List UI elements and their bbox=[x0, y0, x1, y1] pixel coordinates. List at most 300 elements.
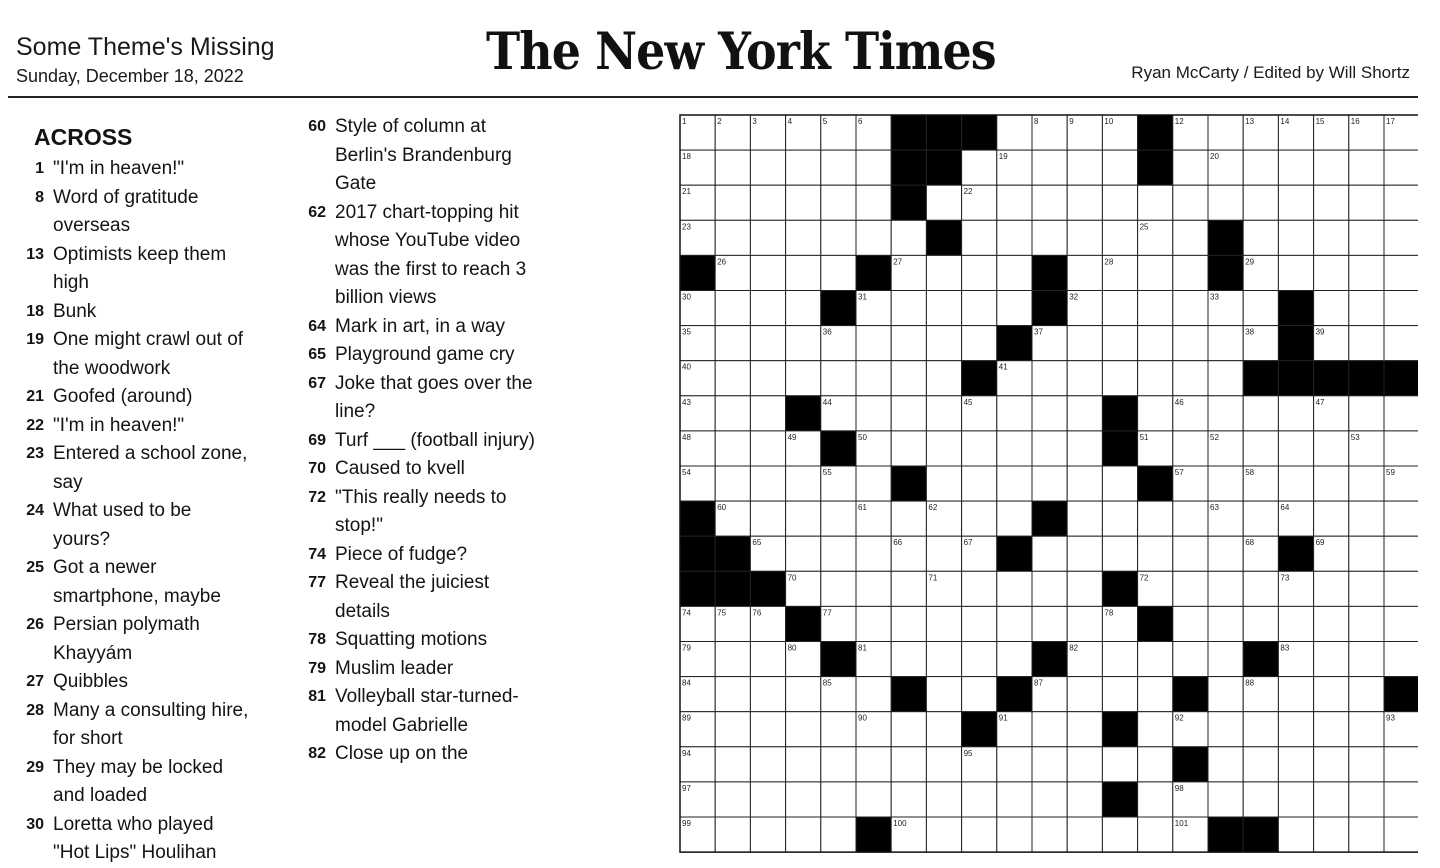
grid-cell[interactable] bbox=[1349, 220, 1384, 255]
grid-cell[interactable] bbox=[997, 817, 1032, 852]
grid-cell[interactable] bbox=[1208, 326, 1243, 361]
grid-cell[interactable] bbox=[926, 291, 961, 326]
clue-item[interactable] bbox=[14, 611, 284, 668]
grid-cell[interactable] bbox=[1138, 642, 1173, 677]
grid-cell[interactable] bbox=[1314, 501, 1349, 536]
grid-cell[interactable] bbox=[821, 536, 856, 571]
grid-cell[interactable] bbox=[1243, 185, 1278, 220]
grid-cell[interactable] bbox=[1102, 501, 1137, 536]
grid-cell[interactable] bbox=[1384, 571, 1418, 606]
grid-cell[interactable] bbox=[1102, 185, 1137, 220]
grid-cell[interactable] bbox=[750, 220, 785, 255]
grid-cell[interactable] bbox=[1278, 677, 1313, 712]
grid-cell[interactable] bbox=[786, 817, 821, 852]
grid-cell[interactable] bbox=[1173, 150, 1208, 185]
grid-cell[interactable] bbox=[891, 571, 926, 606]
grid-cell[interactable] bbox=[715, 817, 750, 852]
grid-cell[interactable] bbox=[997, 501, 1032, 536]
grid-cell[interactable] bbox=[1349, 571, 1384, 606]
grid-cell[interactable] bbox=[1243, 782, 1278, 817]
grid-cell[interactable] bbox=[1138, 326, 1173, 361]
grid-cell[interactable] bbox=[1314, 185, 1349, 220]
grid-cell[interactable] bbox=[997, 220, 1032, 255]
grid-cell[interactable] bbox=[1208, 571, 1243, 606]
grid-cell[interactable] bbox=[1314, 466, 1349, 501]
clue-item[interactable] bbox=[14, 697, 284, 754]
grid-cell[interactable] bbox=[1067, 606, 1102, 641]
grid-cell[interactable] bbox=[1138, 291, 1173, 326]
grid-cell[interactable] bbox=[1349, 817, 1384, 852]
grid-cell[interactable] bbox=[1102, 326, 1137, 361]
grid-cell[interactable] bbox=[715, 466, 750, 501]
grid-cell[interactable] bbox=[1384, 326, 1418, 361]
grid-cell[interactable] bbox=[715, 150, 750, 185]
grid-cell[interactable] bbox=[856, 606, 891, 641]
clue-item[interactable] bbox=[14, 383, 284, 412]
grid-cell[interactable] bbox=[786, 150, 821, 185]
grid-cell[interactable] bbox=[926, 677, 961, 712]
grid-cell[interactable] bbox=[1278, 747, 1313, 782]
grid-cell[interactable] bbox=[1243, 712, 1278, 747]
grid-cell[interactable] bbox=[1032, 466, 1067, 501]
grid-cell[interactable] bbox=[750, 782, 785, 817]
grid-cell[interactable] bbox=[715, 220, 750, 255]
grid-cell[interactable] bbox=[1067, 220, 1102, 255]
grid-cell[interactable] bbox=[926, 817, 961, 852]
grid-cell[interactable] bbox=[1032, 747, 1067, 782]
grid-cell[interactable] bbox=[962, 150, 997, 185]
grid-cell[interactable] bbox=[1384, 431, 1418, 466]
grid-cell[interactable] bbox=[786, 501, 821, 536]
grid-cell[interactable] bbox=[1349, 782, 1384, 817]
grid-cell[interactable] bbox=[856, 747, 891, 782]
grid-cell[interactable] bbox=[926, 185, 961, 220]
grid-cell[interactable] bbox=[1349, 606, 1384, 641]
grid-cell[interactable] bbox=[1173, 220, 1208, 255]
grid-cell[interactable] bbox=[1349, 536, 1384, 571]
grid-cell[interactable] bbox=[997, 255, 1032, 290]
grid-cell[interactable] bbox=[1067, 571, 1102, 606]
grid-cell[interactable] bbox=[1138, 396, 1173, 431]
clue-item[interactable] bbox=[14, 298, 284, 327]
grid-cell[interactable] bbox=[1208, 361, 1243, 396]
grid-cell[interactable] bbox=[1067, 431, 1102, 466]
grid-cell[interactable] bbox=[1138, 501, 1173, 536]
grid-cell[interactable] bbox=[891, 396, 926, 431]
grid-cell[interactable] bbox=[1173, 536, 1208, 571]
grid-cell[interactable] bbox=[1278, 817, 1313, 852]
grid-cell[interactable] bbox=[1208, 747, 1243, 782]
grid-cell[interactable] bbox=[786, 466, 821, 501]
grid-cell[interactable] bbox=[1032, 606, 1067, 641]
grid-cell[interactable] bbox=[750, 466, 785, 501]
grid-cell[interactable] bbox=[891, 606, 926, 641]
grid-cell[interactable] bbox=[891, 642, 926, 677]
grid-cell[interactable] bbox=[926, 642, 961, 677]
grid-cell[interactable] bbox=[1314, 747, 1349, 782]
grid-cell[interactable] bbox=[750, 677, 785, 712]
grid-cell[interactable] bbox=[926, 747, 961, 782]
grid-cell[interactable] bbox=[1243, 431, 1278, 466]
grid-cell[interactable] bbox=[856, 220, 891, 255]
grid-cell[interactable] bbox=[821, 185, 856, 220]
grid-cell[interactable] bbox=[1067, 396, 1102, 431]
grid-cell[interactable] bbox=[1102, 677, 1137, 712]
grid-cell[interactable] bbox=[997, 466, 1032, 501]
grid-cell[interactable] bbox=[1067, 361, 1102, 396]
grid-cell[interactable] bbox=[750, 431, 785, 466]
grid-cell[interactable] bbox=[1173, 501, 1208, 536]
grid-cell[interactable] bbox=[926, 361, 961, 396]
grid-cell[interactable] bbox=[997, 782, 1032, 817]
crossword-grid[interactable] bbox=[678, 113, 1418, 853]
grid-cell[interactable] bbox=[821, 712, 856, 747]
grid-cell[interactable] bbox=[926, 712, 961, 747]
grid-cell[interactable] bbox=[1067, 501, 1102, 536]
grid-cell[interactable] bbox=[1102, 466, 1137, 501]
grid-cell[interactable] bbox=[1173, 326, 1208, 361]
grid-cell[interactable] bbox=[856, 150, 891, 185]
grid-cell[interactable] bbox=[1102, 817, 1137, 852]
grid-cell[interactable] bbox=[926, 466, 961, 501]
grid-cell[interactable] bbox=[1208, 185, 1243, 220]
grid-cell[interactable] bbox=[1243, 150, 1278, 185]
clue-item[interactable] bbox=[296, 455, 566, 484]
grid-cell[interactable] bbox=[1384, 396, 1418, 431]
grid-cell[interactable] bbox=[1349, 677, 1384, 712]
grid-cell[interactable] bbox=[1138, 536, 1173, 571]
grid-cell[interactable] bbox=[891, 431, 926, 466]
grid-cell[interactable] bbox=[821, 571, 856, 606]
grid-cell[interactable] bbox=[891, 326, 926, 361]
grid-cell[interactable] bbox=[1243, 571, 1278, 606]
grid-cell[interactable] bbox=[1067, 747, 1102, 782]
grid-cell[interactable] bbox=[715, 712, 750, 747]
grid-cell[interactable] bbox=[1208, 677, 1243, 712]
grid-cell[interactable] bbox=[1314, 571, 1349, 606]
clue-item[interactable] bbox=[296, 370, 566, 427]
grid-cell[interactable] bbox=[1138, 782, 1173, 817]
grid-cell[interactable] bbox=[821, 501, 856, 536]
grid-cell[interactable] bbox=[856, 185, 891, 220]
grid-cell[interactable] bbox=[1314, 712, 1349, 747]
clue-item[interactable] bbox=[14, 754, 284, 811]
grid-cell[interactable] bbox=[1067, 817, 1102, 852]
grid-cell[interactable] bbox=[786, 677, 821, 712]
grid-cell[interactable] bbox=[1032, 817, 1067, 852]
grid-cell[interactable] bbox=[1067, 536, 1102, 571]
grid-cell[interactable] bbox=[1314, 150, 1349, 185]
grid-cell[interactable] bbox=[926, 606, 961, 641]
grid-cell[interactable] bbox=[962, 255, 997, 290]
clue-item[interactable] bbox=[14, 241, 284, 298]
grid-cell[interactable] bbox=[715, 782, 750, 817]
clue-item[interactable] bbox=[14, 184, 284, 241]
grid-cell[interactable] bbox=[1349, 642, 1384, 677]
grid-cell[interactable] bbox=[1384, 501, 1418, 536]
grid-cell[interactable] bbox=[715, 642, 750, 677]
grid-cell[interactable] bbox=[997, 396, 1032, 431]
grid-cell[interactable] bbox=[1208, 712, 1243, 747]
grid-cell[interactable] bbox=[856, 677, 891, 712]
grid-cell[interactable] bbox=[1032, 782, 1067, 817]
grid-cell[interactable] bbox=[715, 431, 750, 466]
grid-cell[interactable] bbox=[1349, 255, 1384, 290]
grid-cell[interactable] bbox=[997, 115, 1032, 150]
clue-item[interactable] bbox=[296, 541, 566, 570]
grid-cell[interactable] bbox=[1032, 150, 1067, 185]
grid-cell[interactable] bbox=[821, 817, 856, 852]
clue-item[interactable] bbox=[14, 440, 284, 497]
grid-cell[interactable] bbox=[1349, 712, 1384, 747]
grid-cell[interactable] bbox=[1138, 747, 1173, 782]
grid-cell[interactable] bbox=[1173, 571, 1208, 606]
grid-cell[interactable] bbox=[1067, 782, 1102, 817]
clue-item[interactable] bbox=[14, 412, 284, 441]
grid-cell[interactable] bbox=[750, 291, 785, 326]
clue-item[interactable] bbox=[296, 740, 566, 769]
grid-cell[interactable] bbox=[997, 571, 1032, 606]
clue-item[interactable] bbox=[296, 626, 566, 655]
grid-cell[interactable] bbox=[715, 291, 750, 326]
grid-cell[interactable] bbox=[1384, 747, 1418, 782]
grid-cell[interactable] bbox=[1102, 291, 1137, 326]
grid-cell[interactable] bbox=[1349, 150, 1384, 185]
grid-cell[interactable] bbox=[821, 747, 856, 782]
grid-cell[interactable] bbox=[1278, 712, 1313, 747]
clue-item[interactable] bbox=[14, 554, 284, 611]
grid-cell[interactable] bbox=[1278, 431, 1313, 466]
grid-cell[interactable] bbox=[1102, 642, 1137, 677]
grid-cell[interactable] bbox=[1384, 606, 1418, 641]
grid-cell[interactable] bbox=[786, 747, 821, 782]
grid-cell[interactable] bbox=[1032, 571, 1067, 606]
grid-cell[interactable] bbox=[1032, 220, 1067, 255]
grid-cell[interactable] bbox=[1032, 536, 1067, 571]
grid-cell[interactable] bbox=[1032, 712, 1067, 747]
grid-cell[interactable] bbox=[891, 747, 926, 782]
grid-cell[interactable] bbox=[715, 361, 750, 396]
grid-cell[interactable] bbox=[750, 185, 785, 220]
grid-cell[interactable] bbox=[750, 501, 785, 536]
grid-cell[interactable] bbox=[891, 361, 926, 396]
grid-cell[interactable] bbox=[1314, 817, 1349, 852]
grid-cell[interactable] bbox=[786, 361, 821, 396]
grid-cell[interactable] bbox=[1243, 396, 1278, 431]
clue-item[interactable] bbox=[296, 199, 566, 313]
grid-cell[interactable] bbox=[1349, 747, 1384, 782]
clue-item[interactable] bbox=[296, 427, 566, 456]
clue-item[interactable] bbox=[14, 811, 284, 868]
clue-item[interactable] bbox=[296, 341, 566, 370]
grid-cell[interactable] bbox=[1314, 255, 1349, 290]
grid-cell[interactable] bbox=[1278, 255, 1313, 290]
grid-cell[interactable] bbox=[715, 677, 750, 712]
grid-cell[interactable] bbox=[1138, 677, 1173, 712]
grid-cell[interactable] bbox=[1032, 431, 1067, 466]
grid-cell[interactable] bbox=[750, 817, 785, 852]
grid-cell[interactable] bbox=[1067, 150, 1102, 185]
grid-cell[interactable] bbox=[891, 291, 926, 326]
grid-cell[interactable] bbox=[962, 782, 997, 817]
grid-cell[interactable] bbox=[1173, 361, 1208, 396]
grid-cell[interactable] bbox=[856, 536, 891, 571]
grid-cell[interactable] bbox=[786, 291, 821, 326]
clue-item[interactable] bbox=[296, 313, 566, 342]
grid-cell[interactable] bbox=[997, 606, 1032, 641]
grid-cell[interactable] bbox=[821, 150, 856, 185]
grid-cell[interactable] bbox=[1173, 291, 1208, 326]
grid-cell[interactable] bbox=[715, 185, 750, 220]
grid-cell[interactable] bbox=[926, 782, 961, 817]
grid-cell[interactable] bbox=[856, 571, 891, 606]
clue-item[interactable] bbox=[14, 668, 284, 697]
grid-cell[interactable] bbox=[1384, 642, 1418, 677]
grid-cell[interactable] bbox=[1384, 150, 1418, 185]
grid-cell[interactable] bbox=[1384, 220, 1418, 255]
grid-cell[interactable] bbox=[1314, 220, 1349, 255]
grid-cell[interactable] bbox=[1243, 220, 1278, 255]
grid-cell[interactable] bbox=[821, 255, 856, 290]
grid-cell[interactable] bbox=[1102, 361, 1137, 396]
grid-cell[interactable] bbox=[821, 220, 856, 255]
grid-cell[interactable] bbox=[1067, 466, 1102, 501]
clue-item[interactable] bbox=[296, 683, 566, 740]
clue-item[interactable] bbox=[14, 155, 284, 184]
grid-cell[interactable] bbox=[786, 185, 821, 220]
grid-cell[interactable] bbox=[1067, 255, 1102, 290]
grid-cell[interactable] bbox=[856, 361, 891, 396]
grid-cell[interactable] bbox=[962, 431, 997, 466]
grid-cell[interactable] bbox=[1384, 782, 1418, 817]
grid-cell[interactable] bbox=[1384, 536, 1418, 571]
grid-cell[interactable] bbox=[962, 291, 997, 326]
grid-cell[interactable] bbox=[750, 255, 785, 290]
clue-item[interactable] bbox=[296, 484, 566, 541]
grid-cell[interactable] bbox=[1208, 115, 1243, 150]
clue-item[interactable] bbox=[14, 497, 284, 554]
clue-item[interactable] bbox=[296, 655, 566, 684]
grid-cell[interactable] bbox=[1278, 396, 1313, 431]
grid-cell[interactable] bbox=[1173, 431, 1208, 466]
grid-cell[interactable] bbox=[1243, 747, 1278, 782]
grid-cell[interactable] bbox=[1208, 536, 1243, 571]
grid-cell[interactable] bbox=[1138, 712, 1173, 747]
grid-cell[interactable] bbox=[856, 466, 891, 501]
grid-cell[interactable] bbox=[926, 255, 961, 290]
grid-cell[interactable] bbox=[1349, 291, 1384, 326]
grid-cell[interactable] bbox=[1173, 642, 1208, 677]
grid-cell[interactable] bbox=[962, 501, 997, 536]
grid-cell[interactable] bbox=[1102, 747, 1137, 782]
grid-cell[interactable] bbox=[1349, 396, 1384, 431]
grid-cell[interactable] bbox=[1067, 185, 1102, 220]
grid-cell[interactable] bbox=[786, 255, 821, 290]
grid-cell[interactable] bbox=[821, 361, 856, 396]
grid-cell[interactable] bbox=[1032, 185, 1067, 220]
grid-cell[interactable] bbox=[962, 817, 997, 852]
clue-item[interactable] bbox=[296, 569, 566, 626]
grid-cell[interactable] bbox=[750, 712, 785, 747]
grid-cell[interactable] bbox=[1138, 361, 1173, 396]
grid-cell[interactable] bbox=[891, 501, 926, 536]
grid-cell[interactable] bbox=[1314, 431, 1349, 466]
grid-cell[interactable] bbox=[891, 712, 926, 747]
grid-cell[interactable] bbox=[750, 747, 785, 782]
grid-cell[interactable] bbox=[1138, 817, 1173, 852]
grid-cell[interactable] bbox=[856, 782, 891, 817]
grid-cell[interactable] bbox=[1243, 606, 1278, 641]
grid-cell[interactable] bbox=[1102, 220, 1137, 255]
grid-cell[interactable] bbox=[962, 677, 997, 712]
grid-cell[interactable] bbox=[750, 326, 785, 361]
grid-cell[interactable] bbox=[786, 220, 821, 255]
grid-cell[interactable] bbox=[962, 642, 997, 677]
grid-cell[interactable] bbox=[997, 642, 1032, 677]
grid-cell[interactable] bbox=[997, 747, 1032, 782]
grid-cell[interactable] bbox=[821, 782, 856, 817]
grid-cell[interactable] bbox=[1349, 326, 1384, 361]
grid-cell[interactable] bbox=[926, 536, 961, 571]
grid-cell[interactable] bbox=[1208, 782, 1243, 817]
grid-cell[interactable] bbox=[1314, 291, 1349, 326]
grid-cell[interactable] bbox=[786, 782, 821, 817]
grid-cell[interactable] bbox=[786, 712, 821, 747]
grid-cell[interactable] bbox=[962, 220, 997, 255]
grid-cell[interactable] bbox=[715, 326, 750, 361]
grid-cell[interactable] bbox=[1278, 466, 1313, 501]
grid-cell[interactable] bbox=[1278, 220, 1313, 255]
grid-cell[interactable] bbox=[750, 150, 785, 185]
clue-item[interactable] bbox=[14, 326, 284, 383]
grid-cell[interactable] bbox=[997, 185, 1032, 220]
grid-cell[interactable] bbox=[1314, 642, 1349, 677]
grid-cell[interactable] bbox=[715, 747, 750, 782]
grid-cell[interactable] bbox=[1278, 150, 1313, 185]
grid-cell[interactable] bbox=[750, 396, 785, 431]
grid-cell[interactable] bbox=[1173, 255, 1208, 290]
grid-cell[interactable] bbox=[1349, 501, 1384, 536]
grid-cell[interactable] bbox=[786, 326, 821, 361]
grid-cell[interactable] bbox=[1208, 606, 1243, 641]
grid-cell[interactable] bbox=[1032, 361, 1067, 396]
grid-cell[interactable] bbox=[856, 326, 891, 361]
grid-cell[interactable] bbox=[1208, 466, 1243, 501]
grid-cell[interactable] bbox=[962, 466, 997, 501]
grid-cell[interactable] bbox=[1314, 606, 1349, 641]
grid-cell[interactable] bbox=[1067, 677, 1102, 712]
grid-cell[interactable] bbox=[1138, 255, 1173, 290]
grid-cell[interactable] bbox=[1138, 185, 1173, 220]
grid-cell[interactable] bbox=[1102, 536, 1137, 571]
grid-cell[interactable] bbox=[1208, 396, 1243, 431]
grid-cell[interactable] bbox=[891, 220, 926, 255]
grid-cell[interactable] bbox=[997, 291, 1032, 326]
grid-cell[interactable] bbox=[1314, 782, 1349, 817]
grid-cell[interactable] bbox=[1349, 466, 1384, 501]
grid-cell[interactable] bbox=[1243, 291, 1278, 326]
grid-cell[interactable] bbox=[750, 361, 785, 396]
grid-cell[interactable] bbox=[1067, 326, 1102, 361]
grid-cell[interactable] bbox=[1384, 291, 1418, 326]
grid-cell[interactable] bbox=[926, 326, 961, 361]
grid-cell[interactable] bbox=[715, 396, 750, 431]
clue-item[interactable] bbox=[296, 113, 566, 199]
grid-cell[interactable] bbox=[926, 431, 961, 466]
grid-cell[interactable] bbox=[786, 536, 821, 571]
grid-cell[interactable] bbox=[1384, 185, 1418, 220]
grid-cell[interactable] bbox=[926, 396, 961, 431]
